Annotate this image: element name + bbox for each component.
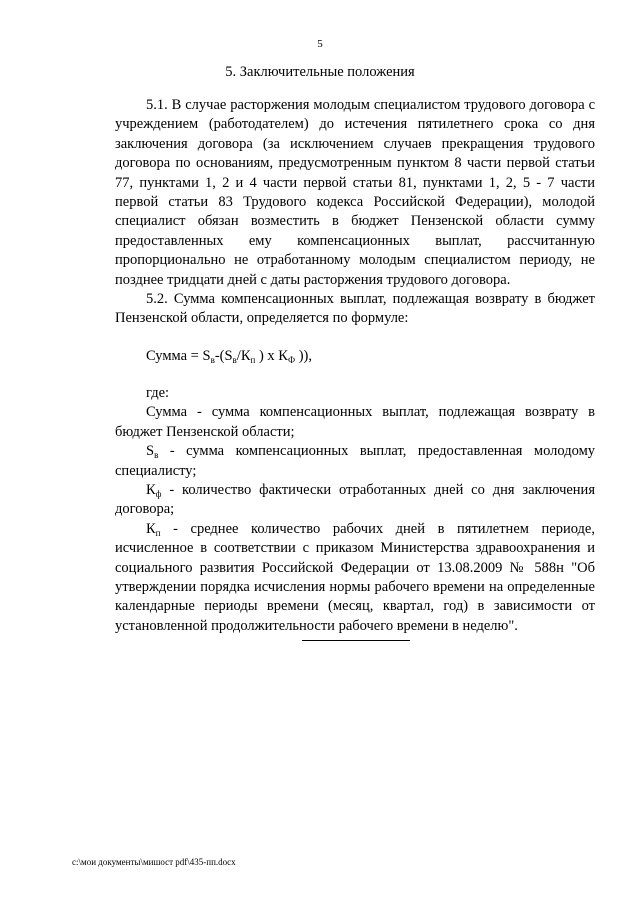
document-body <box>115 96 595 636</box>
definition-sv <box>115 442 595 481</box>
formula-sub: в <box>210 354 215 365</box>
formula-part: -(S <box>214 347 233 364</box>
definition-text: - среднее количество рабочих дней в пятилетнем периоде, исчисленное в соответствии с приказом Министерства здравоохранения и социального развития Российской Федерации от 13.08.2009 № 588н "Об утверждении порядка исчисления нормы рабочего времени на определенные календарные периоды времени (месяц, квартал, год) в зависимости от установленной продолжительности рабочего времени в неделю". <box>115 520 595 634</box>
formula-sub: Ф <box>287 354 296 365</box>
symbol-sub: ф <box>155 488 162 499</box>
footer-file-path: c:\мои документы\мишост pdf\435-пп.docx <box>72 857 236 867</box>
symbol: К <box>146 481 156 498</box>
symbol-sub: в <box>154 450 159 461</box>
formula-part: /К <box>236 347 251 364</box>
paragraph-5-2: 5.2. Сумма компенсационных выплат, подлежащая возврату в бюджет Пензенской области, определяется по формуле: <box>115 291 595 327</box>
definition-text: - сумма компенсационных выплат, предоставленная молодому специалисту; <box>115 443 595 479</box>
definition-sum: Сумма - сумма компенсационных выплат, подлежащая возврату в бюджет Пензенской области; <box>115 404 595 440</box>
paragraph-5-1: 5.1. В случае расторжения молодым специалистом трудового договора с учреждением (работодателем) до истечения пятилетнего срока со дня заключения договора (за исключением случаев прекращения трудового договора по основаниям, предусмотренным пунктом 8 части первой статьи 77, пунктами 1, 2 и 4 части первой статьи 81, пунктами 1, 2, 5 - 7 части первой статьи 83 Трудового кодекса Российской Федерации), молодой специалист обязан возместить в бюджет Пензенской области сумму предоставленных ему компенсационных выплат, рассчитанную пропорционально не отработанному молодым специалистом периоду, не позднее тридцати дней с даты расторжения трудового договора. <box>115 97 595 288</box>
formula-end: )), <box>295 347 312 364</box>
formula-sub: в <box>232 354 237 365</box>
formula-lhs: Сумма = S <box>146 347 211 364</box>
where-label: где: <box>146 384 170 401</box>
formula <box>115 347 595 366</box>
symbol: S <box>146 443 155 460</box>
formula-sub: п <box>250 354 256 365</box>
formula-part: ) x К <box>255 347 288 364</box>
definition-kp <box>115 520 595 636</box>
section-title: 5. Заключительные положения <box>225 64 415 80</box>
signature-line <box>302 640 410 641</box>
definition-kf <box>115 481 595 520</box>
page-number: 5 <box>317 38 323 50</box>
symbol-sub: п <box>155 527 161 538</box>
definition-text: - количество фактически отработанных дней со дня заключения договора; <box>115 481 595 518</box>
symbol: К <box>146 520 156 537</box>
